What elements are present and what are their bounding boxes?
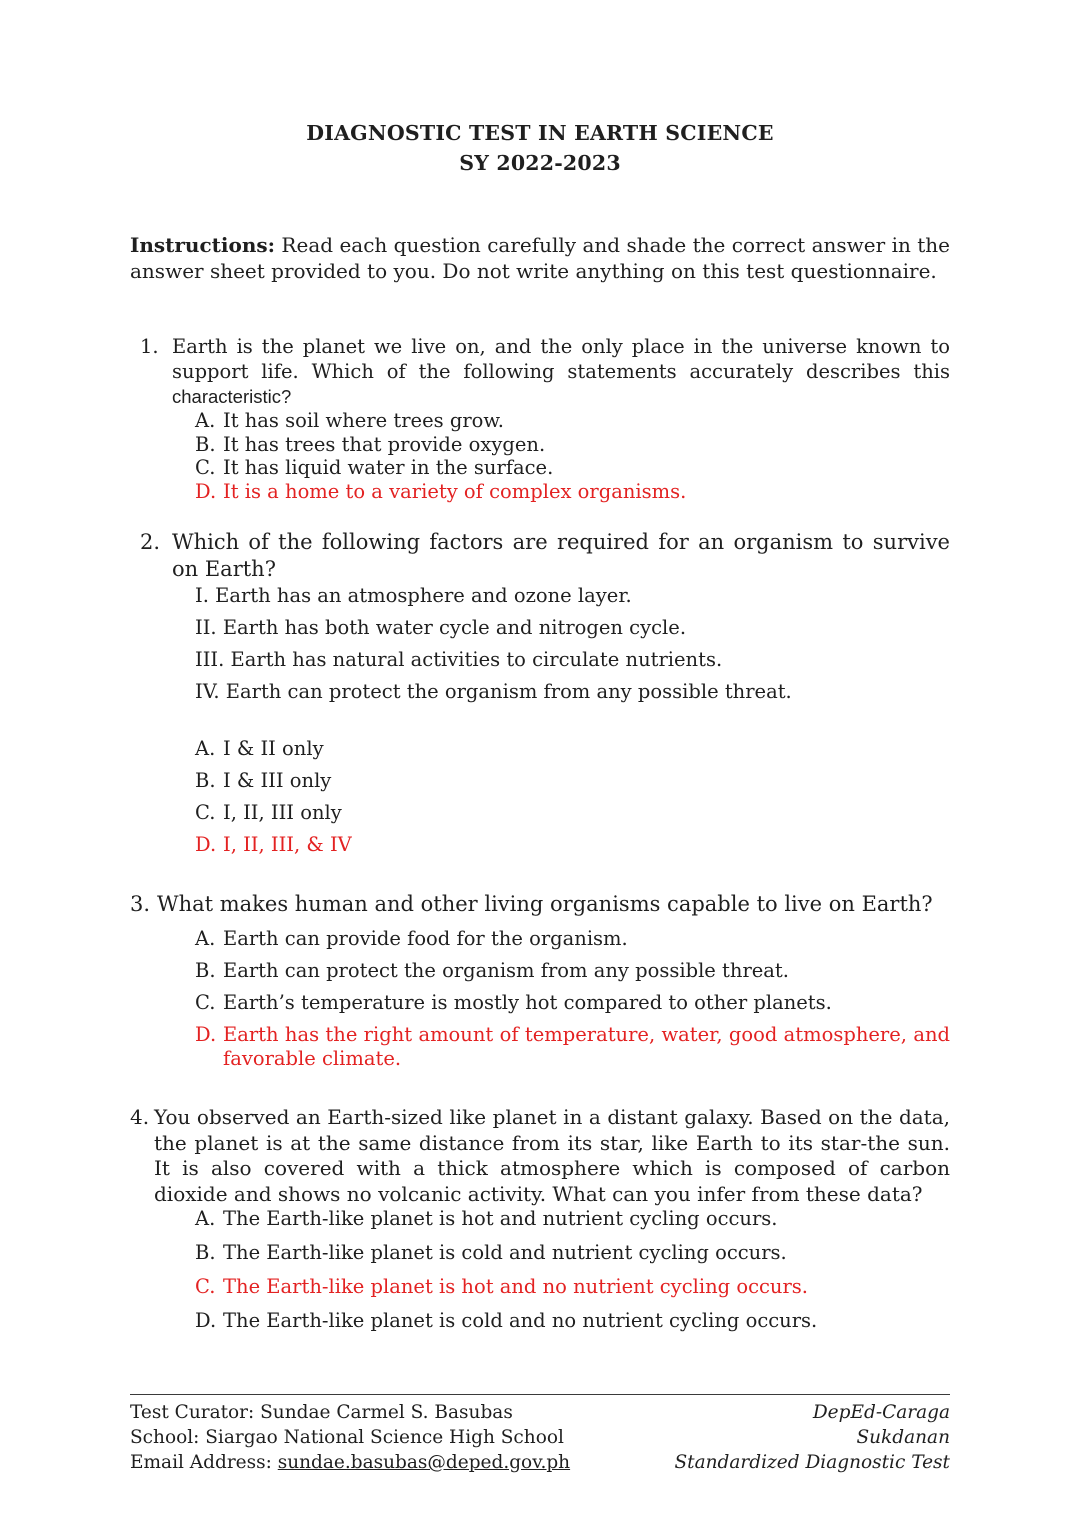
title-line-2: SY 2022-2023	[459, 151, 621, 175]
footer-left-block	[130, 1400, 570, 1475]
statement-label: II.	[195, 616, 217, 640]
question-1-number: 1.	[140, 335, 159, 358]
question-4-head	[130, 1105, 950, 1207]
option-row-correct-answer	[195, 1023, 950, 1071]
statement-label: III.	[195, 648, 225, 672]
question-2-options	[195, 737, 950, 857]
option-label: B.	[195, 1241, 216, 1265]
instructions-text: Read each question carefully and shade the correct answer in the answer sheet provided to you. Do not write anything on this test questionnaire.	[130, 233, 950, 283]
option-row	[195, 433, 950, 457]
question-3-options	[195, 927, 950, 1071]
option-label: A.	[195, 927, 216, 951]
footer-email-label: Email Address:	[130, 1452, 278, 1473]
footer-email-link[interactable]: sundae.basubas@deped.gov.ph	[277, 1452, 571, 1473]
option-label: A.	[195, 737, 216, 761]
question-3-number: 3.	[130, 892, 151, 917]
option-row	[195, 1309, 950, 1333]
instructions-paragraph	[130, 232, 950, 284]
option-text: Earth can protect the organism from any possible threat.	[223, 959, 789, 983]
question-4	[130, 1105, 950, 1343]
statement-row	[195, 648, 950, 672]
option-row-correct-answer	[195, 833, 950, 857]
question-1-options	[195, 409, 950, 503]
title-line-1: DIAGNOSTIC TEST IN EARTH SCIENCE	[306, 121, 774, 145]
footer-email-line	[130, 1450, 570, 1475]
statement-label: IV.	[195, 680, 220, 704]
instructions-label: Instructions:	[130, 233, 276, 257]
question-2-text: Which of the following factors are required for an organism to survive on Earth?	[172, 530, 950, 582]
option-row	[195, 456, 950, 480]
option-text: Earth’s temperature is mostly hot compared to other planets.	[223, 991, 832, 1015]
question-1-text	[172, 334, 950, 409]
statement-label: I.	[195, 584, 209, 608]
option-row	[195, 769, 950, 793]
option-row	[195, 801, 950, 825]
option-label: A.	[195, 1207, 216, 1231]
option-row	[195, 409, 950, 433]
page-footer	[130, 1394, 950, 1475]
option-text: It is a home to a variety of complex organisms.	[223, 479, 687, 503]
statement-text: Earth can protect the organism from any possible threat.	[225, 680, 792, 704]
option-text: It has soil where trees grow.	[223, 409, 504, 432]
option-label: B.	[195, 769, 216, 793]
question-1-text-sans: characteristic?	[172, 386, 292, 407]
option-text: The Earth-like planet is hot and no nutrient cycling occurs.	[223, 1275, 808, 1299]
option-text: I & II only	[223, 737, 324, 761]
option-text: It has liquid water in the surface.	[223, 456, 554, 480]
option-row	[195, 927, 950, 951]
option-text: The Earth-like planet is cold and nutrient cycling occurs.	[223, 1241, 787, 1265]
question-3	[130, 891, 950, 1079]
option-row-correct-answer	[195, 480, 950, 504]
option-text: Earth can provide food for the organism.	[223, 927, 628, 951]
option-label: B.	[195, 432, 216, 456]
option-label: D.	[195, 1309, 217, 1333]
question-1	[130, 334, 950, 503]
option-label: C.	[195, 456, 216, 480]
question-4-number: 4.	[130, 1105, 150, 1130]
option-label: A.	[195, 409, 216, 432]
vertical-spacer	[130, 1369, 950, 1394]
footer-sukdanan: Sukdanan	[856, 1427, 950, 1448]
option-label: C.	[195, 801, 216, 825]
option-text: I & III only	[223, 769, 332, 793]
question-2	[130, 529, 950, 865]
question-4-options	[195, 1207, 950, 1333]
question-1-head	[130, 334, 950, 409]
footer-test-curator: Test Curator: Sundae Carmel S. Basubas	[130, 1402, 513, 1423]
question-3-head	[130, 891, 950, 918]
document-title	[130, 118, 950, 178]
option-label: D.	[195, 1023, 217, 1047]
option-text: I, II, III, & IV	[223, 833, 352, 857]
option-row	[195, 1207, 950, 1231]
option-label: D.	[195, 833, 217, 857]
option-row	[195, 1241, 950, 1265]
option-label: C.	[195, 1275, 216, 1299]
option-row	[195, 959, 950, 983]
footer-right-block	[675, 1400, 951, 1475]
option-label: B.	[195, 959, 216, 983]
question-3-text: What makes human and other living organisms capable to live on Earth?	[157, 892, 933, 917]
question-2-number: 2.	[140, 530, 161, 555]
option-label: D.	[195, 479, 217, 503]
option-text: The Earth-like planet is cold and no nutrient cycling occurs.	[223, 1309, 818, 1333]
statement-text: Earth has both water cycle and nitrogen cycle.	[222, 616, 687, 640]
option-text: Earth has the right amount of temperature, water, good atmosphere, and favorable climate.	[223, 1023, 950, 1071]
option-row	[195, 737, 950, 761]
option-text: The Earth-like planet is hot and nutrient cycling occurs.	[223, 1207, 778, 1231]
statement-text: Earth has an atmosphere and ozone layer.	[215, 584, 632, 608]
option-text: It has trees that provide oxygen.	[223, 432, 546, 456]
question-2-head	[130, 529, 950, 583]
question-1-text-serif: Earth is the planet we live on, and the only place in the universe known to support life. Which of the following statements accurately describes this	[172, 335, 950, 383]
footer-deped-caraga: DepEd-Caraga	[812, 1402, 950, 1423]
option-label: C.	[195, 991, 216, 1015]
statement-row	[195, 680, 950, 704]
question-4-text: You observed an Earth-sized like planet in a distant galaxy. Based on the data, the planet is at the same distance from its star, like Earth to its star-the sun. It is also covered with a thick atmosphere which is composed of carbon dioxide and shows no volcanic activity. What can you infer from these data?	[154, 1105, 950, 1206]
option-text: I, II, III only	[223, 801, 342, 825]
question-2-statements	[195, 584, 950, 704]
statement-text: Earth has natural activities to circulate nutrients.	[230, 648, 723, 672]
statement-row	[195, 584, 950, 608]
footer-school: School: Siargao National Science High School	[130, 1427, 564, 1448]
statement-row	[195, 616, 950, 640]
footer-standardized-test: Standardized Diagnostic Test	[674, 1452, 950, 1473]
option-row-correct-answer	[195, 1275, 950, 1299]
option-row	[195, 991, 950, 1015]
